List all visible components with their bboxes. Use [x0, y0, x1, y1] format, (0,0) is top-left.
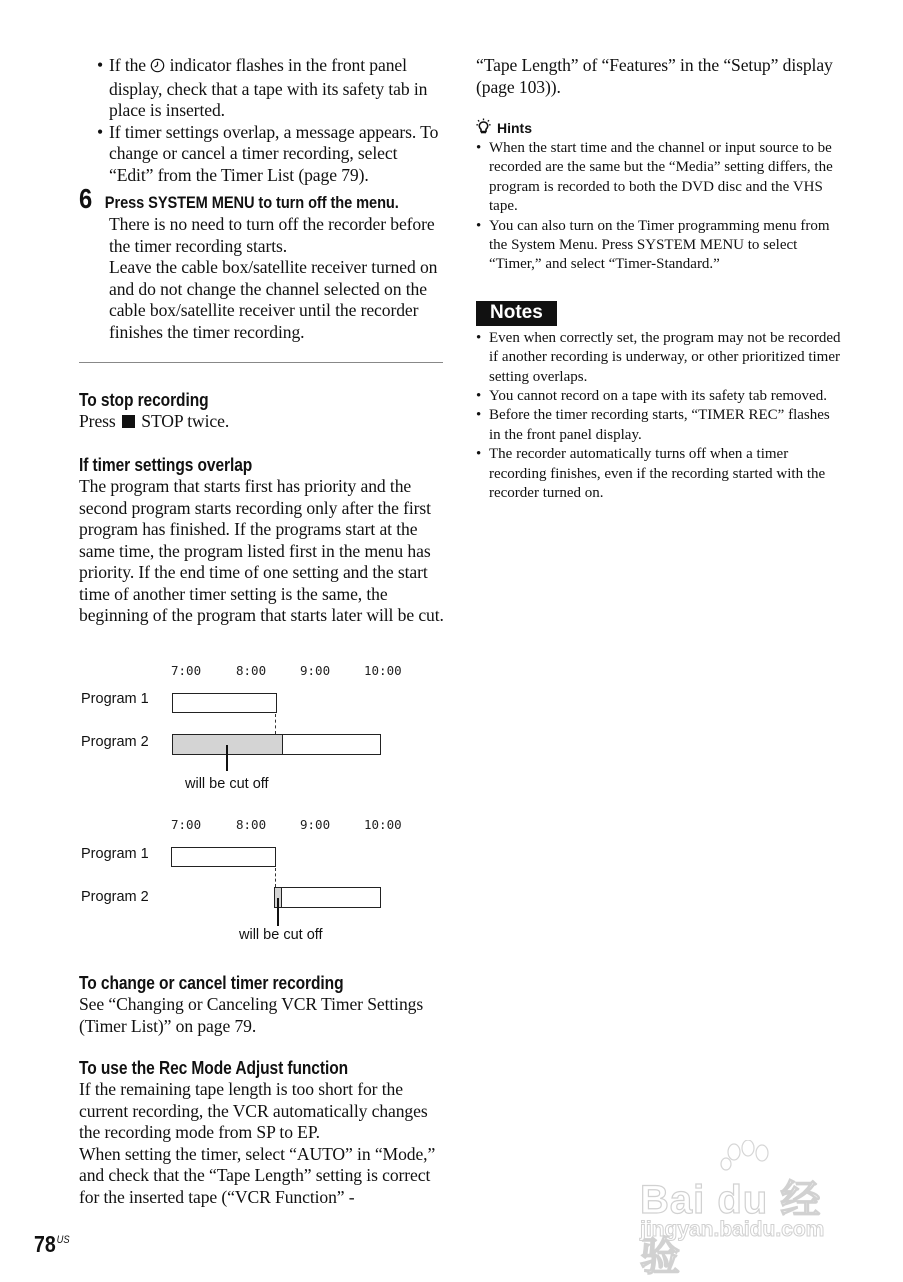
cut-off-label: will be cut off [185, 776, 269, 792]
notes-badge: Notes [476, 301, 557, 326]
time-tick: 10:00 [364, 663, 402, 678]
section-heading: To use the Rec Mode Adjust function [79, 1057, 349, 1078]
time-tick: 8:00 [236, 817, 267, 832]
section-body: When setting the timer, select “AUTO” in “Mode,” and check that the “Tape Length” setting is correct for the inserted tape (“VCR Function” - [79, 1143, 436, 1207]
page-number: $78^{US}$ [34, 1231, 70, 1257]
region-code: US [56, 1234, 70, 1246]
hints-heading: Hints [476, 118, 842, 137]
bullet-dot: • [97, 55, 104, 75]
program-2-label: Program 2 [81, 889, 149, 905]
notes-list [476, 329, 842, 504]
section-heading: To change or cancel timer recording [79, 972, 344, 993]
cut-off-segment [173, 735, 283, 754]
lightbulb-icon [476, 118, 491, 137]
top-bullet-list [79, 55, 445, 186]
note-item: • The recorder automatically turns off when a timer recording finishes, even if the recording started with the recorder turned on. [476, 446, 826, 502]
right-column [476, 55, 842, 504]
note-item: • Even when correctly set, the program may not be recorded if another recording is underway, or other prioritized timer setting overlaps. [476, 329, 841, 385]
overlap-diagram-1 [79, 660, 419, 800]
program-1-bar [171, 847, 276, 867]
rec-mode-section [79, 1057, 445, 1208]
hints-list [476, 139, 842, 275]
note-item: • You cannot record on a tape with its safety tab removed. [476, 388, 827, 405]
hint-item: • When the start time and the channel or input source to be recorded are the same but the “Media” setting differs, the program is recorded to both the DVD disc and the VHS tape. [476, 140, 833, 215]
step-title: Press SYSTEM MENU to turn off the menu. [104, 193, 399, 212]
section-heading: If timer settings overlap [79, 454, 253, 475]
program-2-bar [172, 734, 381, 755]
watermark-url: jingyan.baidu.com [640, 1218, 825, 1241]
time-tick: 10:00 [364, 817, 402, 832]
step-body: There is no need to turn off the recorder before the timer recording starts. Leave the cable box/satellite receiver turned on and do not change the channel selected on the cable box/satellite receiver until the recorder finishes the timer recording. [109, 214, 438, 342]
note-item: • Before the timer recording starts, “TIMER REC” flashes in the front panel display. [476, 407, 830, 443]
overlap-diagram-2 [79, 814, 419, 954]
program-2-bar [274, 887, 381, 908]
watermark-logo: Bai du 经验 [640, 1178, 822, 1279]
program-1-label: Program 1 [81, 691, 149, 707]
change-cancel-section [79, 972, 445, 1037]
program-2-label: Program 2 [81, 734, 149, 750]
bullet-item: • If timer settings overlap, a message appears. To change or cancel a timer recording, select “Edit” from the Timer List (page 79). [97, 121, 439, 185]
section-body: See “Changing or Canceling VCR Timer Settings (Timer List)” on page 79. [79, 994, 424, 1036]
time-tick: 7:00 [171, 817, 202, 832]
cut-off-label: will be cut off [239, 927, 323, 943]
step-number: 6 [79, 183, 93, 214]
section-body: Press STOP twice. [79, 411, 230, 431]
section-divider [79, 362, 443, 363]
stop-recording-section [79, 389, 445, 433]
section-body: If the remaining tape length is too short for the current recording, the VCR automatically changes the recording mode from SP to EP. [79, 1079, 428, 1142]
step-6 [79, 183, 445, 343]
cut-off-pointer [277, 898, 279, 926]
hint-item: • You can also turn on the Timer programming menu from the System Menu. Press SYSTEM MENU to select “Timer,” and select “Timer-Standard.” [476, 217, 830, 273]
time-tick: 9:00 [300, 817, 331, 832]
end-time-marker [275, 868, 276, 887]
time-tick: 9:00 [300, 663, 331, 678]
end-time-marker [275, 714, 276, 734]
bullet-item: • If the indicator flashes in the front panel display, check that a tape with its safety tab in place is inserted. [97, 55, 428, 120]
program-1-bar [172, 693, 277, 713]
section-body: The program that starts first has priority and the second program starts recording only after the first program has finished. If the programs start at the same time, the program listed first in the menu has priority. If the end time of one setting and the start time of another timer setting is the same, the beginning of the program that starts later will be cut. [79, 476, 444, 625]
time-tick: 8:00 [236, 663, 267, 678]
time-tick: 7:00 [171, 663, 202, 678]
section-heading: To stop recording [79, 389, 209, 410]
baidu-watermark [640, 1140, 860, 1279]
stop-square-icon [122, 415, 135, 428]
overlap-section [79, 454, 445, 627]
left-column-top [79, 55, 445, 343]
cut-off-pointer [226, 745, 228, 771]
bullet-dot: • [97, 121, 104, 142]
continuation-text: “Tape Length” of “Features” in the “Setup” display (page 103)). [476, 55, 833, 97]
timer-clock-icon [150, 57, 165, 79]
program-1-label: Program 1 [81, 846, 149, 862]
